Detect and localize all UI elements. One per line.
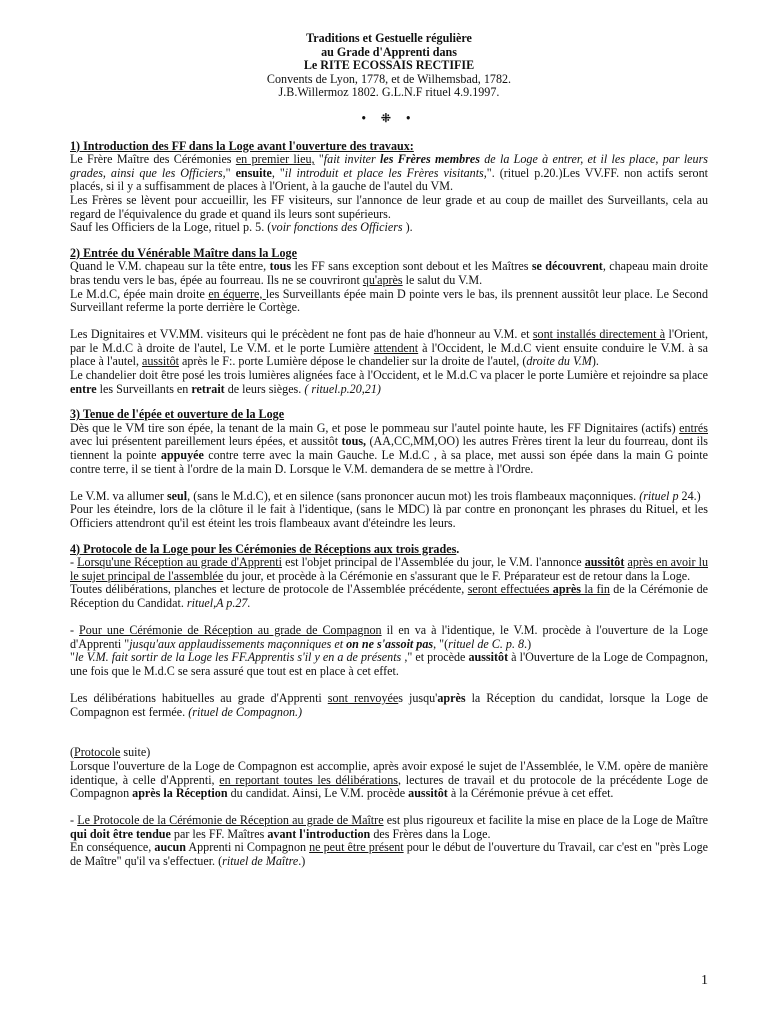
section-2-paragraph-3: Les Dignitaires et VV.MM. visiteurs qui le précèdent ne font pas de haie d'honneur au V.M. et sont installés directement à l'Orient, par le M.d.C à droite de l'autel, Le V.M. et le porte Lumière attendent à l'Occident, le M.d.C vient ensuite conduire le V.M. à sa place à l'autel, aussitôt après le F:. porte Lumière dépose le chandelier sur la droite de l'autel, (droite du V.M). — [70, 327, 708, 369]
section-3-paragraph-3: Pour les éteindre, lors de la clôture il le fait à l'identique, (sans le MDC) là par contre en prononçant les phrases du Rituel, et les Officiers attendront qu'il est éteint les trois flambeaux avant d'éteindre les leurs. — [70, 502, 708, 530]
section-1-paragraph-2: Les Frères se lèvent pour accueillir, les FF visiteurs, sur l'annonce de leur grade et au coup de maillet des Surveillants, cela au regard de l'équivalence du grade et quand ils leurs sont supérieurs. — [70, 192, 708, 221]
section-protocole-suite — [70, 746, 708, 868]
section-1-paragraph-3: Sauf les Officiers de la Loge, rituel p. 5. (voir fonctions des Officiers ). — [70, 220, 413, 235]
title-line-3: Le RITE ECOSSAIS RECTIFIE — [303, 58, 475, 73]
page-number: 1 — [701, 973, 708, 989]
title-line-2: au Grade d'Apprenti dans — [321, 44, 457, 59]
section-4-paragraph-5: Les délibérations habituelles au grade d'Apprenti sont renvoyées jusqu'après la Réception du candidat, lorsque la Loge de Compagnon est fermée. (rituel de Compagnon.) — [70, 691, 708, 719]
section-4-paragraph-1: - Lorsqu'une Réception au grade d'Apprenti est l'objet principal de l'Assemblée du jour, le V.M. l'annonce aussitôt après en avoir lu le sujet principal de l'assemblée du jour, et procède à la Cérémonie en s'assurant que le F. Préparateur est de retour dans la Loge. — [70, 555, 708, 583]
subtitle-line-convents: Convents de Lyon, 1778, et de Wilhemsbad, 1782. — [266, 71, 512, 86]
section-4-paragraph-2: Toutes délibérations, planches et lecture de protocole de l'Assemblée précédente, seront effectuées après la fin de la Cérémonie de Réception du Candidat. rituel,A p.27. — [70, 582, 708, 610]
section-3-paragraph-1: Dès que le VM tire son épée, la tenant de la main G, et pose le pommeau sur l'autel pointe haute, les FF Dignitaires (actifs) entrés avec lui présentent pareillement leurs épées, et aussitôt tous, (AA,CC,MM,OO) les autres Frères tirent la leur du fourreau, dont ils tiennent la pointe appuyée contre terre avec la main Gauche. Le M.d.C , à sa place, met aussi son épée dans la main G pointe contre terre, il se tient à l'ordre de la main D. Lorsque le V.M. demandera de se mettre à l'Ordre. — [70, 420, 709, 476]
section-2-heading: 2) Entrée du Vénérable Maître dans la Loge — [70, 245, 297, 260]
section-4 — [70, 543, 708, 720]
section-2-paragraph-2: Le M.d.C, épée main droite en équerre, les Surveillants épée main D pointe vers le bas, ils prennent aussitôt leur place. Le Second Surveillant referme la porte derrière le Cortège. — [70, 286, 708, 315]
section-4-paragraph-3: - Pour une Cérémonie de Réception au grade de Compagnon il en va à l'identique, le V.M. procède à l'ouverture de la Loge d'Apprenti "jusqu'aux applaudissements maçonniques et on ne s'assoit pas, "(rituel de C. p. 8.) — [70, 623, 708, 651]
section-1-paragraph-1: Le Frère Maître des Cérémonies en premier lieu, "fait inviter les Frères membres de la Loge à entrer, et il les place, par leurs grades, ainsi que les Officiers," ensuite, "il introduit et place les Frères visitants,". (rituel p.20.)Les VV.FF. non actifs seront placés, si il y a suffisamment de places à l'Orient, à la gauche de l'autel du VM. — [70, 152, 709, 194]
subtitle-line-sources: J.B.Willermoz 1802. G.L.N.F rituel 4.9.1997. — [278, 85, 500, 100]
section-1 — [70, 140, 708, 235]
protocole-suite-paragraph-1: Lorsque l'ouverture de la Loge de Compagnon est accomplie, après avoir exposé le sujet de l'Assemblée, le V.M. opère de manière identique, à celle d'Apprenti, en reportant toutes les délibérations, lectures de travail et du protocole de la précédente Loge de Compagnon après la Réception du candidat. Ainsi, Le V.M. procède aussitôt à la Cérémonie prévue à cet effet. — [70, 758, 708, 801]
section-2-paragraph-1: Quand le V.M. chapeau sur la tête entre, tous les FF sans exception sont debout et les Maîtres se découvrent, chapeau main droite bras tendu vers le bas, épée au fourreau. Ils ne se couvriront qu'après le salut du V.M. — [70, 259, 709, 287]
title-line-1: Traditions et Gestuelle régulière — [306, 31, 472, 45]
protocole-suite-heading: (Protocole suite) — [70, 745, 151, 760]
section-1-heading: 1) Introduction des FF dans la Loge avant l'ouverture des travaux: — [70, 138, 414, 153]
protocole-suite-paragraph-2: - Le Protocole de la Cérémonie de Réception au grade de Maître est plus rigoureux et facilite la mise en place de la Loge de Maître qui doit être tendue par les FF. Maîtres avant l'introduction des Frères dans la Loge. — [70, 813, 708, 841]
section-2-paragraph-4: Le chandelier doit être posé les trois lumières alignées face à l'Occident, et le M.d.C va placer le porte Lumière et rejoindre sa place entre les Surveillants en retrait de leurs sièges. ( rituel.p.20,21) — [70, 368, 708, 396]
section-3-paragraph-2: Le V.M. va allumer seul, (sans le M.d.C), et en silence (sans prononcer aucun mot) les trois flambeaux maçonniques. (rituel p 24.) — [70, 488, 701, 503]
document-header — [70, 32, 708, 100]
section-2 — [70, 247, 708, 397]
section-3 — [70, 408, 708, 530]
protocole-suite-paragraph-3: En conséquence, aucun Apprenti ni Compagnon ne peut être présent pour le début de l'ouverture du Travail, car c'est en "près Loge de Maître" qu'il va s'effectuer. (rituel de Maître.) — [70, 840, 708, 869]
section-4-heading: 4) Protocole de la Loge pour les Cérémonies de Réceptions aux trois grades. — [70, 541, 460, 556]
ornament-divider: • ⁜ • — [361, 110, 417, 125]
section-3-heading: 3) Tenue de l'épée et ouverture de la Loge — [70, 407, 285, 422]
section-4-paragraph-4: "le V.M. fait sortir de la Loge les FF.Apprentis s'il y en a de présents ," et procède aussitôt à l'Ouverture de la Loge de Compagnon, une fois que le M.d.C se sera assuré que tout est en place à cet effet. — [70, 650, 708, 678]
